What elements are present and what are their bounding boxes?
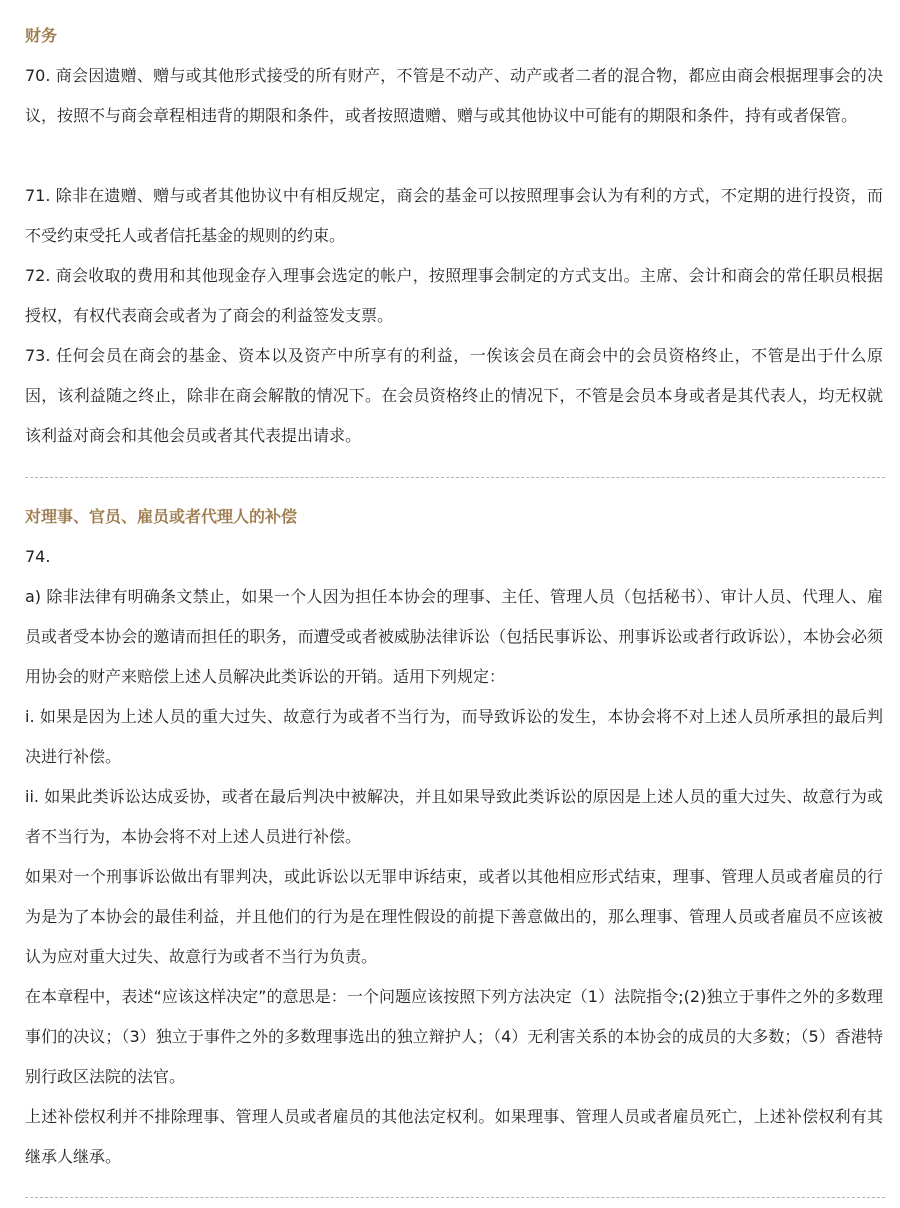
clause-74-ii: ii. 如果此类诉讼达成妥协，或者在最后判决中被解决，并且如果导致此类诉讼的原因是上述人员的重大过失、故意行为或者不当行为，本协会将不对上述人员进行补偿。 xyxy=(25,787,883,846)
clause-74-a: a) 除非法律有明确条文禁止，如果一个人因为担任本协会的理事、主任、管理人员（包括秘书）、审计人员、代理人、雇员或者受本协会的邀请而担任的职务，而遭受或者被威胁法律诉讼（包括民事诉讼、刑事诉讼或者行政诉讼），本协会必须用协会的财产来赔偿上述人员解决此类诉讼的开销。适用下列规定： xyxy=(25,587,883,686)
clause-71: 71. 除非在遗赠、赠与或者其他协议中有相反规定，商会的基金可以按照理事会认为有利的方式，不定期的进行投资，而不受约束受托人或者信托基金的规则的约束。 xyxy=(25,186,883,245)
definition-paragraph: 在本章程中，表述“应该这样决定”的意思是：一个问题应该按照下列方法决定（1）法院指令;(2)独立于事件之外的多数理事们的决议；（3）独立于事件之外的多数理事选出的独立辩护人；（4）无利害关系的本协会的成员的大多数；（5）香港特别行政区法院的法官。 xyxy=(25,987,883,1086)
clause-74-number: 74. xyxy=(25,547,51,566)
clause-72: 72. 商会收取的费用和其他现金存入理事会选定的帐户，按照理事会制定的方式支出。主席、会计和商会的常任职员根据授权，有权代表商会或者为了商会的利益签发支票。 xyxy=(25,266,883,325)
section-divider xyxy=(25,477,885,478)
criminal-proceedings-paragraph: 如果对一个刑事诉讼做出有罪判决，或此诉讼以无罪申诉结束，或者以其他相应形式结束，理事、管理人员或者雇员的行为是为了本协会的最佳利益，并且他们的行为是在理性假设的前提下善意做出的，那么理事、管理人员或者雇员不应该被认为应对重大过失、故意行为或者不当行为负责。 xyxy=(25,867,883,966)
clause-70: 70. 商会因遗赠、赠与或其他形式接受的所有财产，不管是不动产、动产或者二者的混合物，都应由商会根据理事会的决议，按照不与商会章程相违背的期限和条件，或者按照遗赠、赠与或其他协议中可能有的期限和条件，持有或者保管。 xyxy=(25,66,883,125)
section-heading-finance: 财务 xyxy=(25,26,58,45)
section-heading-indemnity: 对理事、官员、雇员或者代理人的补偿 xyxy=(25,507,298,526)
section-divider-bottom xyxy=(25,1197,885,1198)
clause-73: 73. 任何会员在商会的基金、资本以及资产中所享有的利益，一俟该会员在商会中的会员资格终止，不管是出于什么原因，该利益随之终止，除非在商会解散的情况下。在会员资格终止的情况下，不管是会员本身或者是其代表人，均无权就该利益对商会和其他会员或者其代表提出请求。 xyxy=(25,346,883,445)
rights-paragraph: 上述补偿权利并不排除理事、管理人员或者雇员的其他法定权利。如果理事、管理人员或者雇员死亡，上述补偿权利有其继承人继承。 xyxy=(25,1107,883,1166)
clause-74-i: i. 如果是因为上述人员的重大过失、故意行为或者不当行为，而导致诉讼的发生，本协会将不对上述人员所承担的最后判决进行补偿。 xyxy=(25,707,883,766)
